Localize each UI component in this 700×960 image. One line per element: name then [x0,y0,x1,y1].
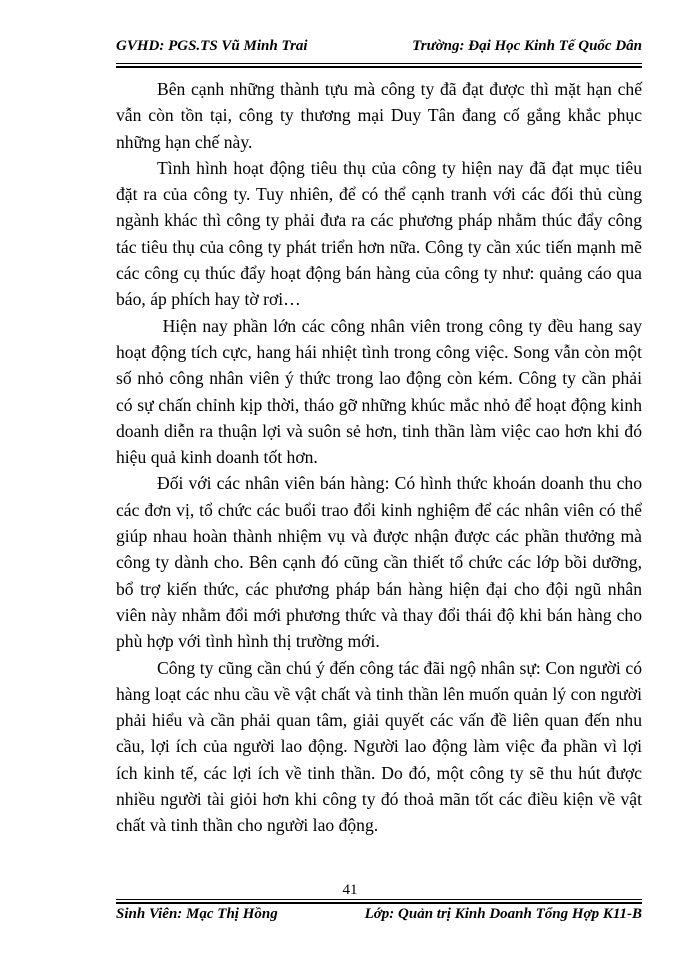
page-footer [116,906,642,928]
paragraph-3: Hiện nay phần lớn các công nhân viên trong công ty đều hang say hoạt động tích cực, hang hái nhiệt tình trong công việc. Song vẫn còn một số nhỏ công nhân viên ý thức trong lao động còn kém. Công ty cần phải có sự chấn chỉnh kịp thời, tháo gỡ những khúc mắc nhỏ để hoạt động kinh doanh diễn ra thuận lợi và suôn sẻ hơn, tinh thần làm việc cao hơn khi đó hiệu quả kinh doanh tốt hơn. [116,315,647,468]
header-supervisor: GVHD: PGS.TS Vũ Minh Trai [116,38,308,54]
header-university: Trường: Đại Học Kinh Tế Quốc Dân [412,38,642,54]
footer-class: Lớp: Quản trị Kinh Doanh Tổng Hợp K11-B [364,906,642,922]
paragraph-2: Tình hình hoạt động tiêu thụ của công ty hiện nay đã đạt mục tiêu đặt ra của công ty. Tuy nhiên, để có thể cạnh tranh với các đối thủ cùng ngành khác thì công ty phải đưa ra các phương pháp nhằm thúc đẩy công tác tiêu thụ của công ty phát triển hơn nữa. Công ty cần xúc tiến mạnh mẽ các công cụ thúc đẩy hoạt động bán hàng của công ty như: quảng cáo qua báo, áp phích hay tờ rơi… [116,157,642,310]
page-header [116,38,642,60]
header-rule-thick [116,66,642,68]
footer-student: Sinh Viên: Mạc Thị Hồng [116,906,278,922]
page-number: 41 [342,882,358,898]
footer-rule-thin [116,899,642,900]
document-body [116,76,647,839]
paragraph-4: Đối với các nhân viên bán hàng: Có hình thức khoán doanh thu cho các đơn vị, tổ chức các buổi trao đổi kinh nghiệm để các nhân viên có thể giúp nhau hoàn thành nhiệm vụ và được nhận được các phần thưởng mà công ty dành cho. Bên cạnh đó cũng cần thiết tổ chức các lớp bồi dưỡng, bổ trợ kiến thức, các phương pháp bán hàng hiện đại cho đội ngũ nhân viên này nhằm đổi mới phương thức và thay đổi thái độ khi bán hàng cho phù hợp với tình hình thị trường mới. [116,473,642,652]
footer-rule-thick [116,902,642,904]
paragraph-5: Công ty cũng cần chú ý đến công tác đãi ngộ nhân sự: Con người có hàng loạt các nhu cầu về vật chất và tinh thần lên muốn quản lý con người phải hiểu và cần phải quan tâm, giải quyết các vấn đề liên quan đến nhu cầu, lợi ích của người lao động. Người lao động làm việc đa phần vì lợi ích kinh tế, các lợi ích về tinh thần. Do đó, một công ty sẽ thu hút được nhiều người tài giỏi hơn khi công ty đó thoả mãn tốt các điều kiện về vật chất và tinh thần cho người lao động. [116,657,642,836]
paragraph-1: Bên cạnh những thành tựu mà công ty đã đạt được thì mặt hạn chế vẫn còn tồn tại, công ty thương mại Duy Tân đang cố gắng khắc phục những hạn chế này. [116,79,642,152]
header-rule-thin [116,63,642,64]
